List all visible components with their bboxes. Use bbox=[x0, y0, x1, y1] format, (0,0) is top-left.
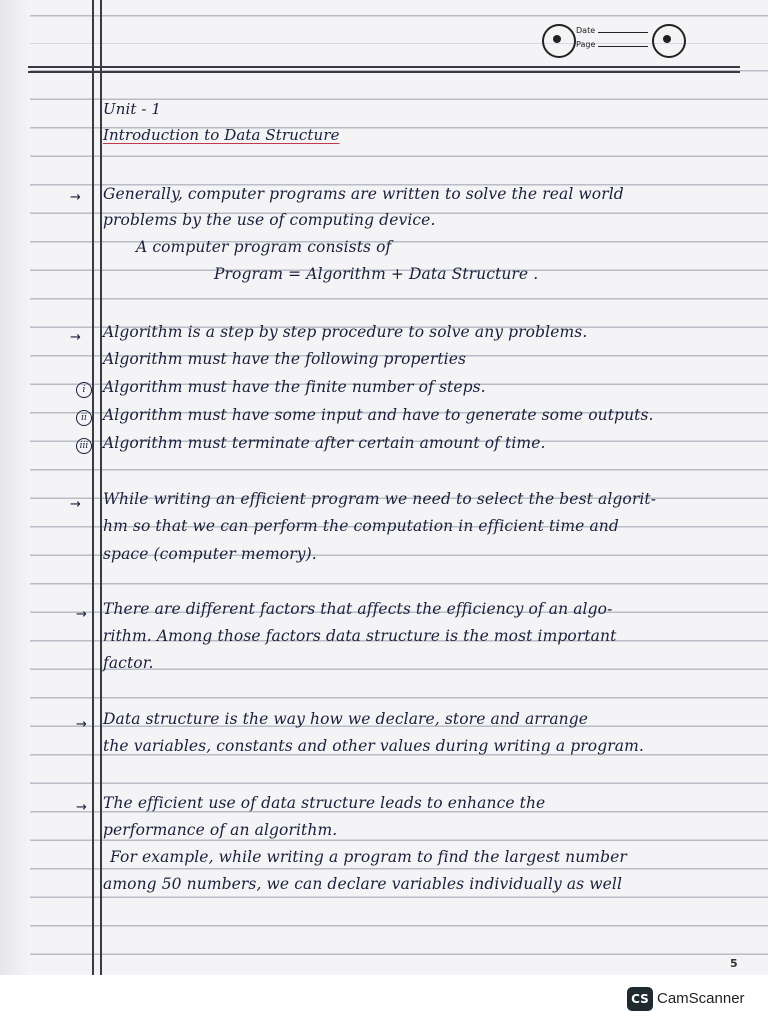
para5-line-2: the variables, constants and other values during writing a program. bbox=[103, 737, 644, 755]
property-marker-1: i bbox=[76, 382, 92, 398]
para1-bullet: → bbox=[70, 190, 81, 205]
para3-line-1: While writing an efficient program we need to select the best algorit- bbox=[103, 490, 657, 508]
property-marker-3: iii bbox=[76, 438, 92, 454]
header-rule-2 bbox=[28, 71, 740, 73]
page-number: 5 bbox=[730, 957, 738, 970]
page-label: Page bbox=[576, 40, 596, 49]
para1-line-1: Generally, computer programs are written to solve the real world bbox=[103, 185, 624, 203]
para3-line-3: space (computer memory). bbox=[103, 545, 317, 563]
para2-bullet: → bbox=[70, 330, 81, 345]
margin-line-right bbox=[100, 0, 102, 975]
para4-line-2: rithm. Among those factors data structure is the most important bbox=[103, 627, 617, 645]
formula: Program = Algorithm + Data Structure . bbox=[214, 265, 539, 283]
para5-line-1: Data structure is the way how we declare, store and arrange bbox=[103, 710, 589, 728]
scan-edge bbox=[0, 0, 30, 1024]
camscanner-logo-icon: CS bbox=[627, 987, 653, 1011]
date-page-box bbox=[542, 20, 682, 62]
para6-line-3: For example, while writing a program to find the largest number bbox=[110, 848, 627, 866]
para6-line-2: performance of an algorithm. bbox=[103, 821, 338, 839]
camscanner-watermark: CamScanner bbox=[657, 990, 745, 1007]
page-title: Introduction to Data Structure bbox=[103, 126, 340, 144]
para1-line-3: A computer program consists of bbox=[136, 238, 392, 256]
page-field bbox=[598, 46, 648, 47]
para4-bullet: → bbox=[76, 607, 87, 622]
para6-line-4: among 50 numbers, we can declare variables individually as well bbox=[103, 875, 623, 893]
para1-line-2: problems by the use of computing device. bbox=[103, 211, 436, 229]
para5-bullet: → bbox=[76, 717, 87, 732]
para6-bullet: → bbox=[76, 800, 87, 815]
property-3: Algorithm must terminate after certain amount of time. bbox=[103, 434, 546, 452]
date-box-swirl-right-icon bbox=[652, 24, 686, 58]
unit-heading: Unit - 1 bbox=[103, 100, 162, 118]
property-marker-2: ii bbox=[76, 410, 92, 426]
date-label: Date bbox=[576, 26, 596, 35]
para4-line-3: factor. bbox=[103, 654, 154, 672]
para2-line-1: Algorithm is a step by step procedure to solve any problems. bbox=[103, 323, 588, 341]
para4-line-1: There are different factors that affects the efficiency of an algo- bbox=[103, 600, 613, 618]
para3-line-2: hm so that we can perform the computation in efficient time and bbox=[103, 517, 619, 535]
para3-bullet: → bbox=[70, 497, 81, 512]
property-2: Algorithm must have some input and have to generate some outputs. bbox=[103, 406, 654, 424]
para2-line-2: Algorithm must have the following properties bbox=[103, 350, 467, 368]
property-1: Algorithm must have the finite number of steps. bbox=[103, 378, 486, 396]
para6-line-1: The efficient use of data structure leads to enhance the bbox=[103, 794, 546, 812]
date-box-swirl-left-icon bbox=[542, 24, 576, 58]
date-field bbox=[598, 32, 648, 33]
header-rule-1 bbox=[28, 66, 740, 68]
margin-line-left bbox=[92, 0, 94, 975]
